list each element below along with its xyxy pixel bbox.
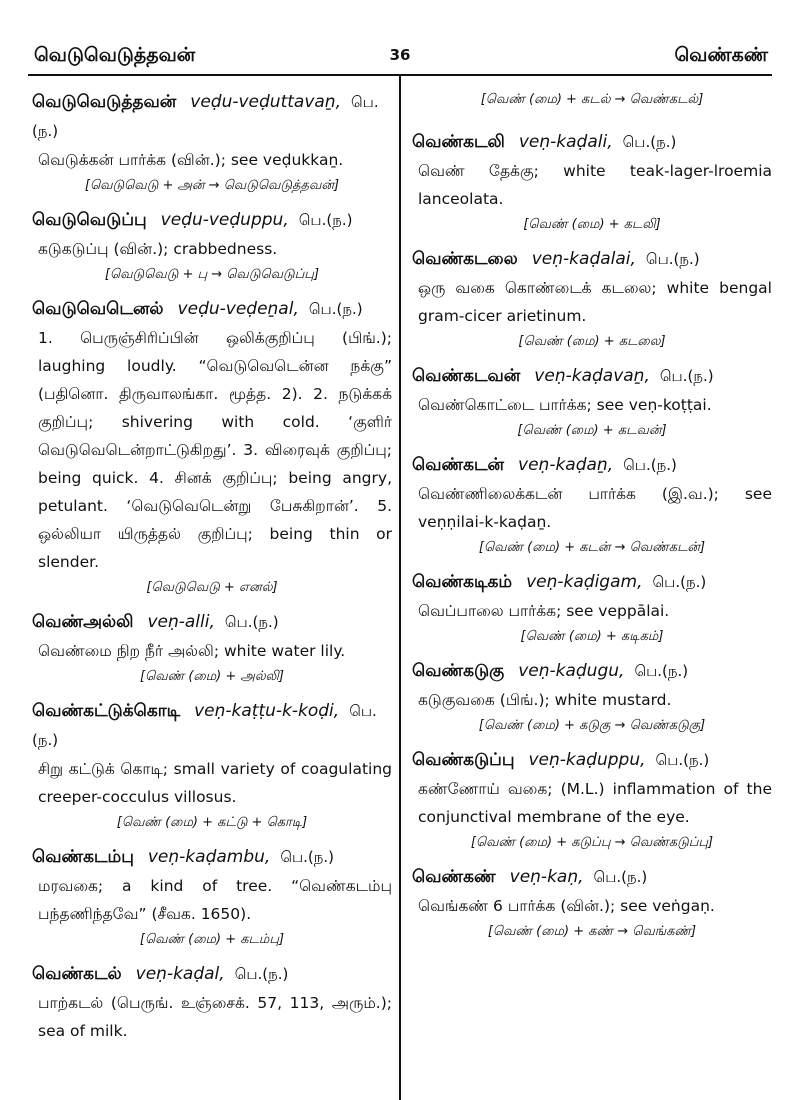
dictionary-entry [412, 451, 772, 560]
definition: சிறு கட்டுக் கொடி; small variety of coagulating creeper-cocculus villosus. [38, 760, 392, 806]
etymology: [வெண் (மை) + கடுகு → வெண்கடுகு] [478, 718, 706, 733]
transliteration: veḍu-veḍeṉal, [177, 299, 299, 319]
part-of-speech: பெ.(ந.) [298, 211, 353, 229]
headword: வெண்கடுகு [412, 661, 505, 681]
headword: வெண்கடலி [412, 132, 505, 152]
part-of-speech: பெ.(ந.) [224, 613, 279, 631]
column-divider [399, 76, 401, 1100]
dictionary-entry [32, 960, 392, 1045]
transliteration: veṇ-kaḍambu, [147, 847, 271, 867]
entry-heading [412, 362, 772, 391]
dictionary-entry [32, 697, 392, 835]
entry-heading [32, 206, 392, 235]
entry-heading [32, 295, 392, 324]
headword: வெண்கடவன் [412, 366, 521, 386]
entry-heading [32, 697, 392, 755]
headword: வெடுவெடெனல் [32, 299, 164, 319]
part-of-speech: பெ.(ந.) [622, 133, 677, 151]
headword: வெண்கடலை [412, 249, 518, 269]
etymology: [வெடுவெடு + எனல்] [146, 580, 278, 595]
etymology: [வெண் (மை) + கண் → வெங்கண்] [487, 924, 697, 939]
transliteration: veṇ-kaṭṭu-k-koḍi, [194, 701, 340, 721]
dictionary-entry [32, 608, 392, 689]
part-of-speech: பெ.(ந.) [308, 300, 363, 318]
part-of-speech: பெ.(ந.) [655, 751, 710, 769]
entry-heading [32, 88, 392, 146]
dictionary-entry [412, 863, 772, 944]
dictionary-entry [412, 746, 772, 855]
etymology: [வெண் (மை) + கடவன்] [517, 423, 667, 438]
entry-heading [412, 657, 772, 686]
headword: வெண்அல்லி [32, 612, 134, 632]
definition: கடுகுவகை (பிங்.); white mustard. [418, 691, 672, 709]
transliteration: veṇ-kaḍigam, [526, 572, 643, 592]
entry-heading [32, 608, 392, 637]
part-of-speech: பெ.(ந.) [652, 573, 707, 591]
running-head-left: வெடுவெடுத்தவன் [34, 44, 196, 66]
transliteration: veṇ-kaḍal, [135, 964, 225, 984]
etymology: [வெண் (மை) + கடம்பு] [139, 932, 285, 947]
definition: வெண்ணிலைக்கடன் பார்க்க (இ.வ.); see veṇṇilai-k-kaḍaṉ. [418, 485, 772, 531]
part-of-speech: பெ.(ந.) [32, 702, 377, 749]
transliteration: veṇ-kaḍuppu, [528, 750, 646, 770]
headword: வெண்கடம்பு [32, 847, 134, 867]
definition: வெண்கொட்டை பார்க்க; see veṇ-koṭṭai. [418, 396, 712, 414]
definition: கடுகடுப்பு (வின்.); crabbedness. [38, 240, 278, 258]
dictionary-entry [32, 295, 392, 600]
headword: வெடுவெடுத்தவன் [32, 92, 177, 112]
transliteration: veṇ-kaṇ, [509, 867, 584, 887]
entry-heading [412, 746, 772, 775]
transliteration: veṇ-kaḍaṉ, [518, 455, 614, 475]
headword: வெண்கட்டுக்கொடி [32, 701, 181, 721]
transliteration: veṇ-kaḍavaṉ, [534, 366, 650, 386]
part-of-speech: பெ.(ந.) [645, 250, 700, 268]
part-of-speech: பெ.(ந.) [593, 868, 648, 886]
entry-heading [412, 568, 772, 597]
transliteration: veḍu-veḍuppu, [160, 210, 289, 230]
entry-heading [412, 245, 772, 274]
dictionary-entry [32, 206, 392, 287]
definition: ஒரு வகை கொண்டைக் கடலை; white bengal gram-cicer arietinum. [418, 279, 772, 325]
entry-heading [32, 960, 392, 989]
dictionary-entry [412, 128, 772, 237]
headword: வெண்கடுப்பு [412, 750, 515, 770]
dictionary-entry [412, 362, 772, 443]
transliteration: veṇ-kaḍugu, [518, 661, 625, 681]
dictionary-entry [32, 843, 392, 952]
transliteration: veṇ-kaḍali, [518, 132, 613, 152]
headword: வெடுவெடுப்பு [32, 210, 147, 230]
definition: வெடுக்கன் பார்க்க (வின்.); see veḍukkaṉ. [38, 151, 344, 169]
definition: வெண் தேக்கு; white teak-lager-lroemia lanceolata. [418, 162, 772, 208]
transliteration: veṇ-alli, [147, 612, 215, 632]
definition: பாற்கடல் (பெருங். உஞ்சைக். 57, 113, அரும்.); sea of milk. [38, 994, 392, 1040]
etymology: [வெண் (மை) + கடலி] [523, 217, 661, 232]
part-of-speech: பெ.(ந.) [234, 965, 289, 983]
dictionary-entry [412, 657, 772, 738]
entry-heading [32, 843, 392, 872]
etymology: [வெடுவெடு + அன் → வெடுவெடுத்தவன்] [84, 178, 340, 193]
transliteration: veṇ-kaḍalai, [531, 249, 636, 269]
dictionary-entry [32, 88, 392, 198]
headword: வெண்கடல் [32, 964, 122, 984]
etymology: [வெண் (மை) + கடிகம்] [520, 629, 664, 644]
part-of-speech: பெ.(ந.) [623, 456, 677, 474]
definition: 1. பெருஞ்சிரிப்பின் ஒலிக்குறிப்பு (பிங்.); laughing loudly. “வெடுவெடென்ன நக்கு” (பதினொ. திருவாலங்கா. மூத்த. 2). 2. நடுக்கக் குறிப்பு; shivering with cold. ‘குளிர் வெடுவெடென்றாட்டுகிறது’. 3. விரைவுக் குறிப்பு; being quick. 4. சினக் குறிப்பு; being angry, petulant. ‘வெடுவெடென்று பேசுகிறான்’. 5. ஒல்லியா யிருத்தல் குறிப்பு; being thin or slender. [38, 329, 392, 571]
definition: மரவகை; a kind of tree. “வெண்கடம்பு பந்தணிந்தவே” (சீவக. 1650). [38, 877, 392, 923]
running-head-right: வெண்கண் [674, 44, 768, 66]
etymology: [வெண் (மை) + அல்லி] [140, 669, 284, 684]
page-header [28, 44, 772, 76]
part-of-speech: பெ.(ந.) [659, 367, 714, 385]
headword: வெண்கடிகம் [412, 572, 513, 592]
headword: வெண்கண் [412, 867, 496, 887]
part-of-speech: பெ.(ந.) [32, 93, 379, 140]
page-number: 36 [389, 46, 411, 64]
entry-heading [412, 128, 772, 157]
right-column [412, 88, 772, 952]
entry-heading [412, 863, 772, 892]
carried-etymology: [வெண் (மை) + கடல் → வெண்கடல்] [480, 92, 704, 107]
etymology: [வெண் (மை) + கடலை] [518, 334, 666, 349]
definition: வெப்பாலை பார்க்க; see veppālai. [418, 602, 670, 620]
transliteration: veḍu-veḍuttavaṉ, [190, 92, 341, 112]
etymology: [வெடுவெடு + பு → வெடுவெடுப்பு] [104, 267, 320, 282]
part-of-speech: பெ.(ந.) [280, 848, 335, 866]
etymology: [வெண் (மை) + கடன் → வெண்கடன்] [478, 540, 706, 555]
entry-heading [412, 451, 772, 480]
left-column [32, 88, 392, 1053]
dictionary-entry [412, 568, 772, 649]
definition: வெங்கண் 6 பார்க்க (வின்.); see veṅgaṇ. [418, 897, 715, 915]
dictionary-entry [412, 245, 772, 354]
headword: வெண்கடன் [412, 455, 505, 475]
etymology: [வெண் (மை) + கடுப்பு → வெண்கடுப்பு] [470, 835, 714, 850]
definition: வெண்மை நிற நீர் அல்லி; white water lily. [38, 642, 346, 660]
part-of-speech: பெ.(ந.) [634, 662, 689, 680]
definition: கண்ணோய் வகை; (M.L.) inflammation of the conjunctival membrane of the eye. [418, 780, 772, 826]
etymology: [வெண் (மை) + கட்டு + கொடி] [116, 815, 308, 830]
